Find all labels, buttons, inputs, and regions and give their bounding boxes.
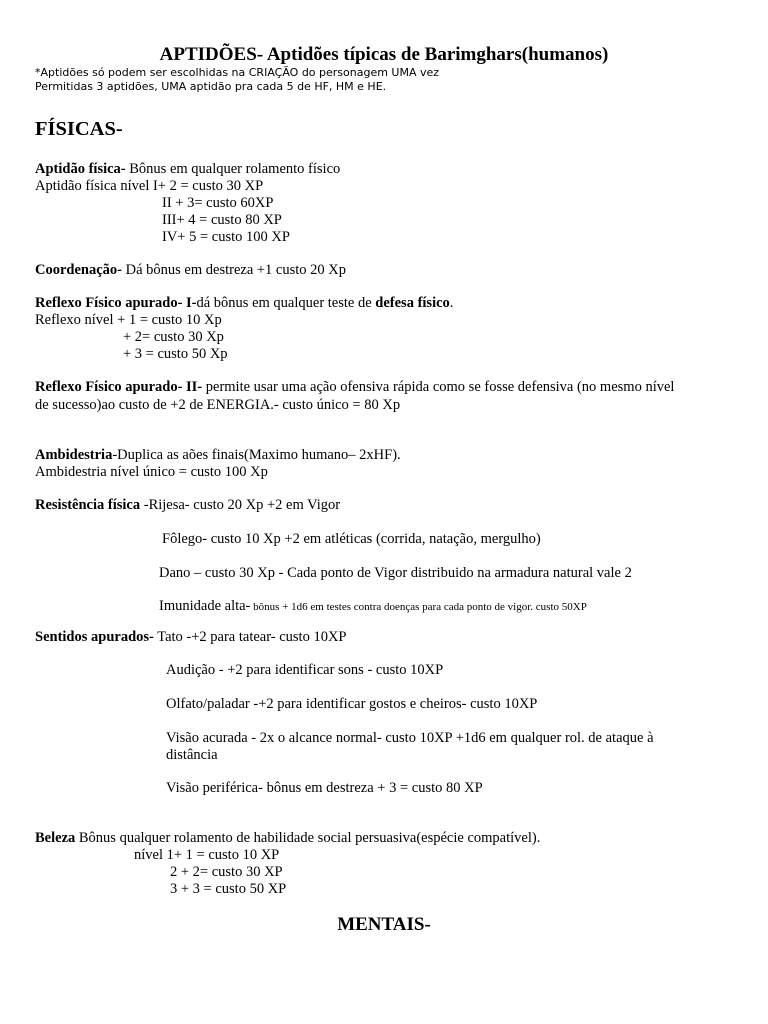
ambidestria-desc: -Duplica as aões finais(Maximo humano– 2xHF). <box>112 447 401 463</box>
beleza-name: Beleza <box>35 830 76 846</box>
note-2: Permitidas 3 aptidões, UMA aptidão pra cada 5 de HF, HM e HE. <box>35 80 387 93</box>
sentidos-title <box>35 629 347 646</box>
aptidao-fisica-level-1: Aptidão física nível I+ 2 = custo 30 XP <box>35 178 264 194</box>
reflexo-2-title <box>35 379 674 396</box>
heading-fisicas: FÍSICAS- <box>35 118 123 140</box>
resistencia-dano: Dano – custo 30 Xp - Cada ponto de Vigor distribuido na armadura natural vale 2 <box>159 565 632 581</box>
sentidos-desc: Tato -+2 para tatear- custo 10XP <box>153 629 347 645</box>
reflexo-1-title <box>35 295 453 312</box>
beleza-desc: Bônus qualquer rolamento de habilidade social persuasiva(espécie compatível). <box>75 830 541 846</box>
sentidos-visao-acurada: Visão acurada - 2x o alcance normal- custo 10XP +1d6 em qualquer rol. de ataque à <box>166 730 654 746</box>
sentidos-visao-periferica: Visão periférica- bônus em destreza + 3 = custo 80 XP <box>166 780 483 796</box>
resistencia-title <box>35 497 340 514</box>
reflexo-1-level-1: Reflexo nível + 1 = custo 10 Xp <box>35 312 222 328</box>
resistencia-desc: -Rijesa- custo 20 Xp +2 em Vigor <box>140 497 341 513</box>
aptidao-fisica-name: Aptidão física- <box>35 161 126 177</box>
beleza-level-3: 3 + 3 = custo 50 XP <box>170 881 287 897</box>
title-prefix: APTIDÕES <box>159 44 257 65</box>
coordenacao-desc: Dá bônus em destreza +1 custo 20 Xp <box>122 262 347 278</box>
sentidos-olfato: Olfato/paladar -+2 para identificar gostos e cheiros- custo 10XP <box>166 696 538 712</box>
reflexo-2-desc-2: de sucesso)ao custo de +2 de ENERGIA.- custo único = 80 Xp <box>35 397 401 413</box>
coordenacao-name: Coordenação- <box>35 262 122 278</box>
heading-mentais: MENTAIS- <box>337 914 431 935</box>
resistencia-folego: Fôlego- custo 10 Xp +2 em atléticas (corrida, natação, mergulho) <box>162 531 541 547</box>
note-1: *Aptidões só podem ser escolhidas na CRIAÇÃO do personagem UMA vez <box>35 66 440 79</box>
aptidao-fisica-level-3: III+ 4 = custo 80 XP <box>162 212 282 228</box>
resistencia-name: Resistência física <box>35 497 141 513</box>
page-title <box>0 44 768 66</box>
reflexo-2-desc: permite usar uma ação ofensiva rápida como se fosse defensiva (no mesmo nível <box>202 379 675 395</box>
reflexo-1-level-3: + 3 = custo 50 Xp <box>123 346 228 362</box>
ambidestria-level: Ambidestria nível único = custo 100 Xp <box>35 464 268 480</box>
beleza-level-2: 2 + 2= custo 30 XP <box>170 864 283 880</box>
aptidao-fisica-level-4: IV+ 5 = custo 100 XP <box>162 229 290 245</box>
resistencia-imunidade <box>159 598 587 616</box>
sentidos-audicao: Audição - +2 para identificar sons - custo 10XP <box>166 662 444 678</box>
ambidestria-title <box>35 447 401 464</box>
reflexo-1-end: . <box>449 295 454 311</box>
aptidao-fisica-desc: Bônus em qualquer rolamento físico <box>125 161 341 177</box>
reflexo-1-level-2: + 2= custo 30 Xp <box>123 329 224 345</box>
reflexo-2-name: Reflexo Físico apurado- II- <box>35 379 203 395</box>
sentidos-name: Sentidos apurados- <box>35 629 154 645</box>
aptidao-fisica-title <box>35 161 340 178</box>
aptidao-fisica-level-2: II + 3= custo 60XP <box>162 195 274 211</box>
imunidade-desc: bônus + 1d6 em testes contra doenças para cada ponto de vigor. custo 50XP <box>250 601 587 613</box>
beleza-title <box>35 830 540 847</box>
coordenacao-entry <box>35 262 346 279</box>
sentidos-visao-acurada-2: distância <box>166 747 218 763</box>
title-rest: - Aptidões típicas de Barimghars(humanos) <box>256 44 609 65</box>
reflexo-1-desc: dá bônus em qualquer teste de <box>196 295 376 311</box>
reflexo-1-bold: defesa físico <box>375 295 450 311</box>
beleza-level-1: nível 1+ 1 = custo 10 XP <box>134 847 280 863</box>
imunidade-label: Imunidade alta- <box>159 598 251 614</box>
reflexo-1-name: Reflexo Físico apurado- I- <box>35 295 197 311</box>
ambidestria-name: Ambidestria <box>35 447 113 463</box>
